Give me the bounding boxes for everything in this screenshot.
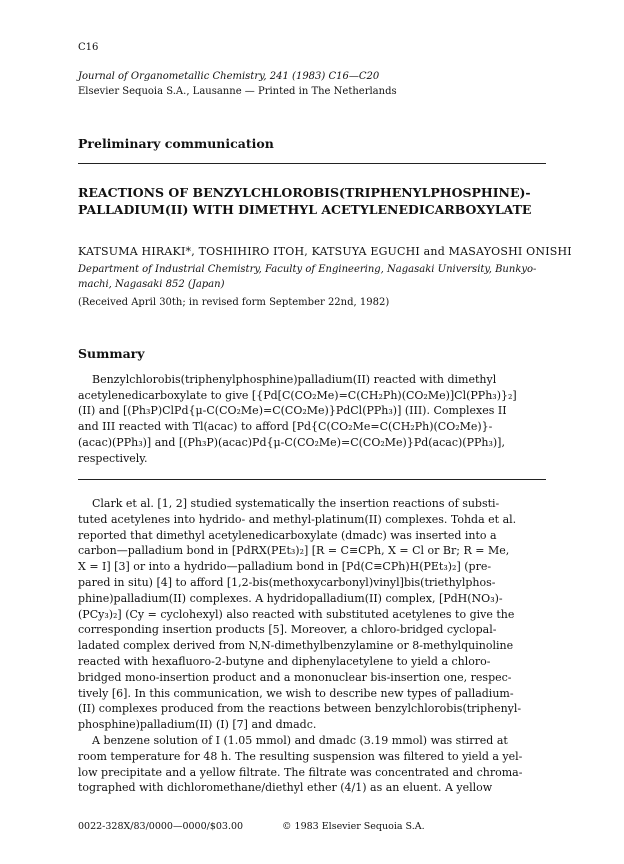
body-line: low precipitate and a yellow filtrate. The filtrate was concentrated and chroma- bbox=[78, 765, 523, 779]
body-line: tuted acetylenes into hydrido- and methyl-platinum(II) complexes. Tohda et al. bbox=[78, 512, 517, 526]
abstract bbox=[78, 372, 517, 466]
body-line: ladated complex derived from N,N-dimethylbenzylamine or 8-methylquinoline bbox=[78, 639, 514, 653]
body-line: bridged mono-insertion product and a mononuclear bis-insertion one, respec- bbox=[78, 670, 512, 684]
footer-copyright: © 1983 Elsevier Sequoia S.A. bbox=[282, 821, 425, 832]
divider-abstract bbox=[78, 479, 546, 480]
affiliation-line: machi, Nagasaki 852 (Japan) bbox=[78, 279, 225, 290]
received-dates: (Received April 30th; in revised form September 22nd, 1982) bbox=[78, 297, 390, 308]
article-title bbox=[78, 184, 531, 218]
footer-code: 0022-328X/83/0000—0000/$03.00 bbox=[78, 821, 244, 832]
body-line: phosphine)palladium(II) (I) [7] and dmadc. bbox=[78, 718, 317, 732]
author-list: KATSUMA HIRAKI*, TOSHIHIRO ITOH, KATSUYA EGUCHI and MASAYOSHI ONISHI bbox=[78, 245, 572, 258]
abstract-line: and III reacted with Tl(acac) to afford [Pd{C(CO₂Me=C(CH₂Ph)(CO₂Me)}- bbox=[78, 420, 493, 434]
divider-top bbox=[78, 163, 546, 164]
title-line: PALLADIUM(II) WITH DIMETHYL ACETYLENEDICARBOXYLATE bbox=[78, 202, 532, 217]
abstract-line: (II) and [(Ph₃P)ClPd{μ-C(CO₂Me)=C(CO₂Me)}PdCl(PPh₃)] (III). Complexes II bbox=[78, 404, 507, 418]
publisher-line: Elsevier Sequoia S.A., Lausanne — Printed in The Netherlands bbox=[78, 86, 397, 97]
section-label: Preliminary communication bbox=[78, 136, 274, 151]
body-line: phine)palladium(II) complexes. A hydridopalladium(II) complex, [PdH(NO₃)- bbox=[78, 591, 503, 605]
body-text bbox=[78, 496, 522, 796]
abstract-line: Benzylchlorobis(triphenylphosphine)palladium(II) reacted with dimethyl bbox=[92, 373, 497, 386]
summary-heading: Summary bbox=[78, 346, 145, 361]
page-number: C16 bbox=[78, 42, 99, 53]
body-line: room temperature for 48 h. The resulting suspension was filtered to yield a yel- bbox=[78, 749, 523, 763]
body-line: corresponding insertion products [5]. Moreover, a chloro-bridged cyclopal- bbox=[78, 623, 497, 637]
body-line: A benzene solution of I (1.05 mmol) and dmadc (3.19 mmol) was stirred at bbox=[92, 733, 508, 747]
body-line: pared in situ) [4] to afford [1,2-bis(methoxycarbonyl)vinyl]bis(triethylphos- bbox=[78, 575, 496, 589]
body-line: tographed with dichloromethane/diethyl ether (4/1) as an eluent. A yellow bbox=[78, 781, 493, 795]
body-line: reported that dimethyl acetylenedicarboxylate (dmadc) was inserted into a bbox=[78, 528, 497, 542]
body-line: (II) complexes produced from the reactions between benzylchlorobis(triphenyl- bbox=[78, 702, 522, 716]
body-line: carbon—palladium bond in [PdRX(PEt₃)₂] [R = C≡CPh, X = Cl or Br; R = Me, bbox=[78, 544, 510, 558]
affiliation-line: Department of Industrial Chemistry, Faculty of Engineering, Nagasaki University, Bunkyo- bbox=[78, 264, 537, 275]
body-line: (PCy₃)₂] (Cy = cyclohexyl) also reacted with substituted acetylenes to give the bbox=[78, 607, 515, 621]
abstract-line: (acac)(PPh₃)] and [(Ph₃P)(acac)Pd{μ-C(CO₂Me)=C(CO₂Me)}Pd(acac)(PPh₃)], bbox=[78, 435, 505, 449]
body-line: reacted with hexafluoro-2-butyne and diphenylacetylene to yield a chloro- bbox=[78, 654, 491, 668]
journal-citation: Journal of Organometallic Chemistry, 241 (1983) C16—C20 bbox=[78, 71, 380, 82]
body-line: tively [6]. In this communication, we wish to describe new types of palladium- bbox=[78, 686, 514, 700]
affiliation bbox=[78, 262, 536, 292]
body-line: X = I] [3] or into a hydrido—palladium bond in [Pd(C≡CPh)H(PEt₃)₂] (pre- bbox=[78, 560, 492, 574]
abstract-line: acetylenedicarboxylate to give [{Pd[C(CO₂Me)=C(CH₂Ph)(CO₂Me)]Cl(PPh₃)}₂] bbox=[78, 388, 517, 402]
title-line: REACTIONS OF BENZYLCHLOROBIS(TRIPHENYLPHOSPHINE)- bbox=[78, 185, 531, 200]
body-line: Clark et al. [1, 2] studied systematically the insertion reactions of substi- bbox=[92, 497, 500, 510]
abstract-line: respectively. bbox=[78, 451, 148, 465]
